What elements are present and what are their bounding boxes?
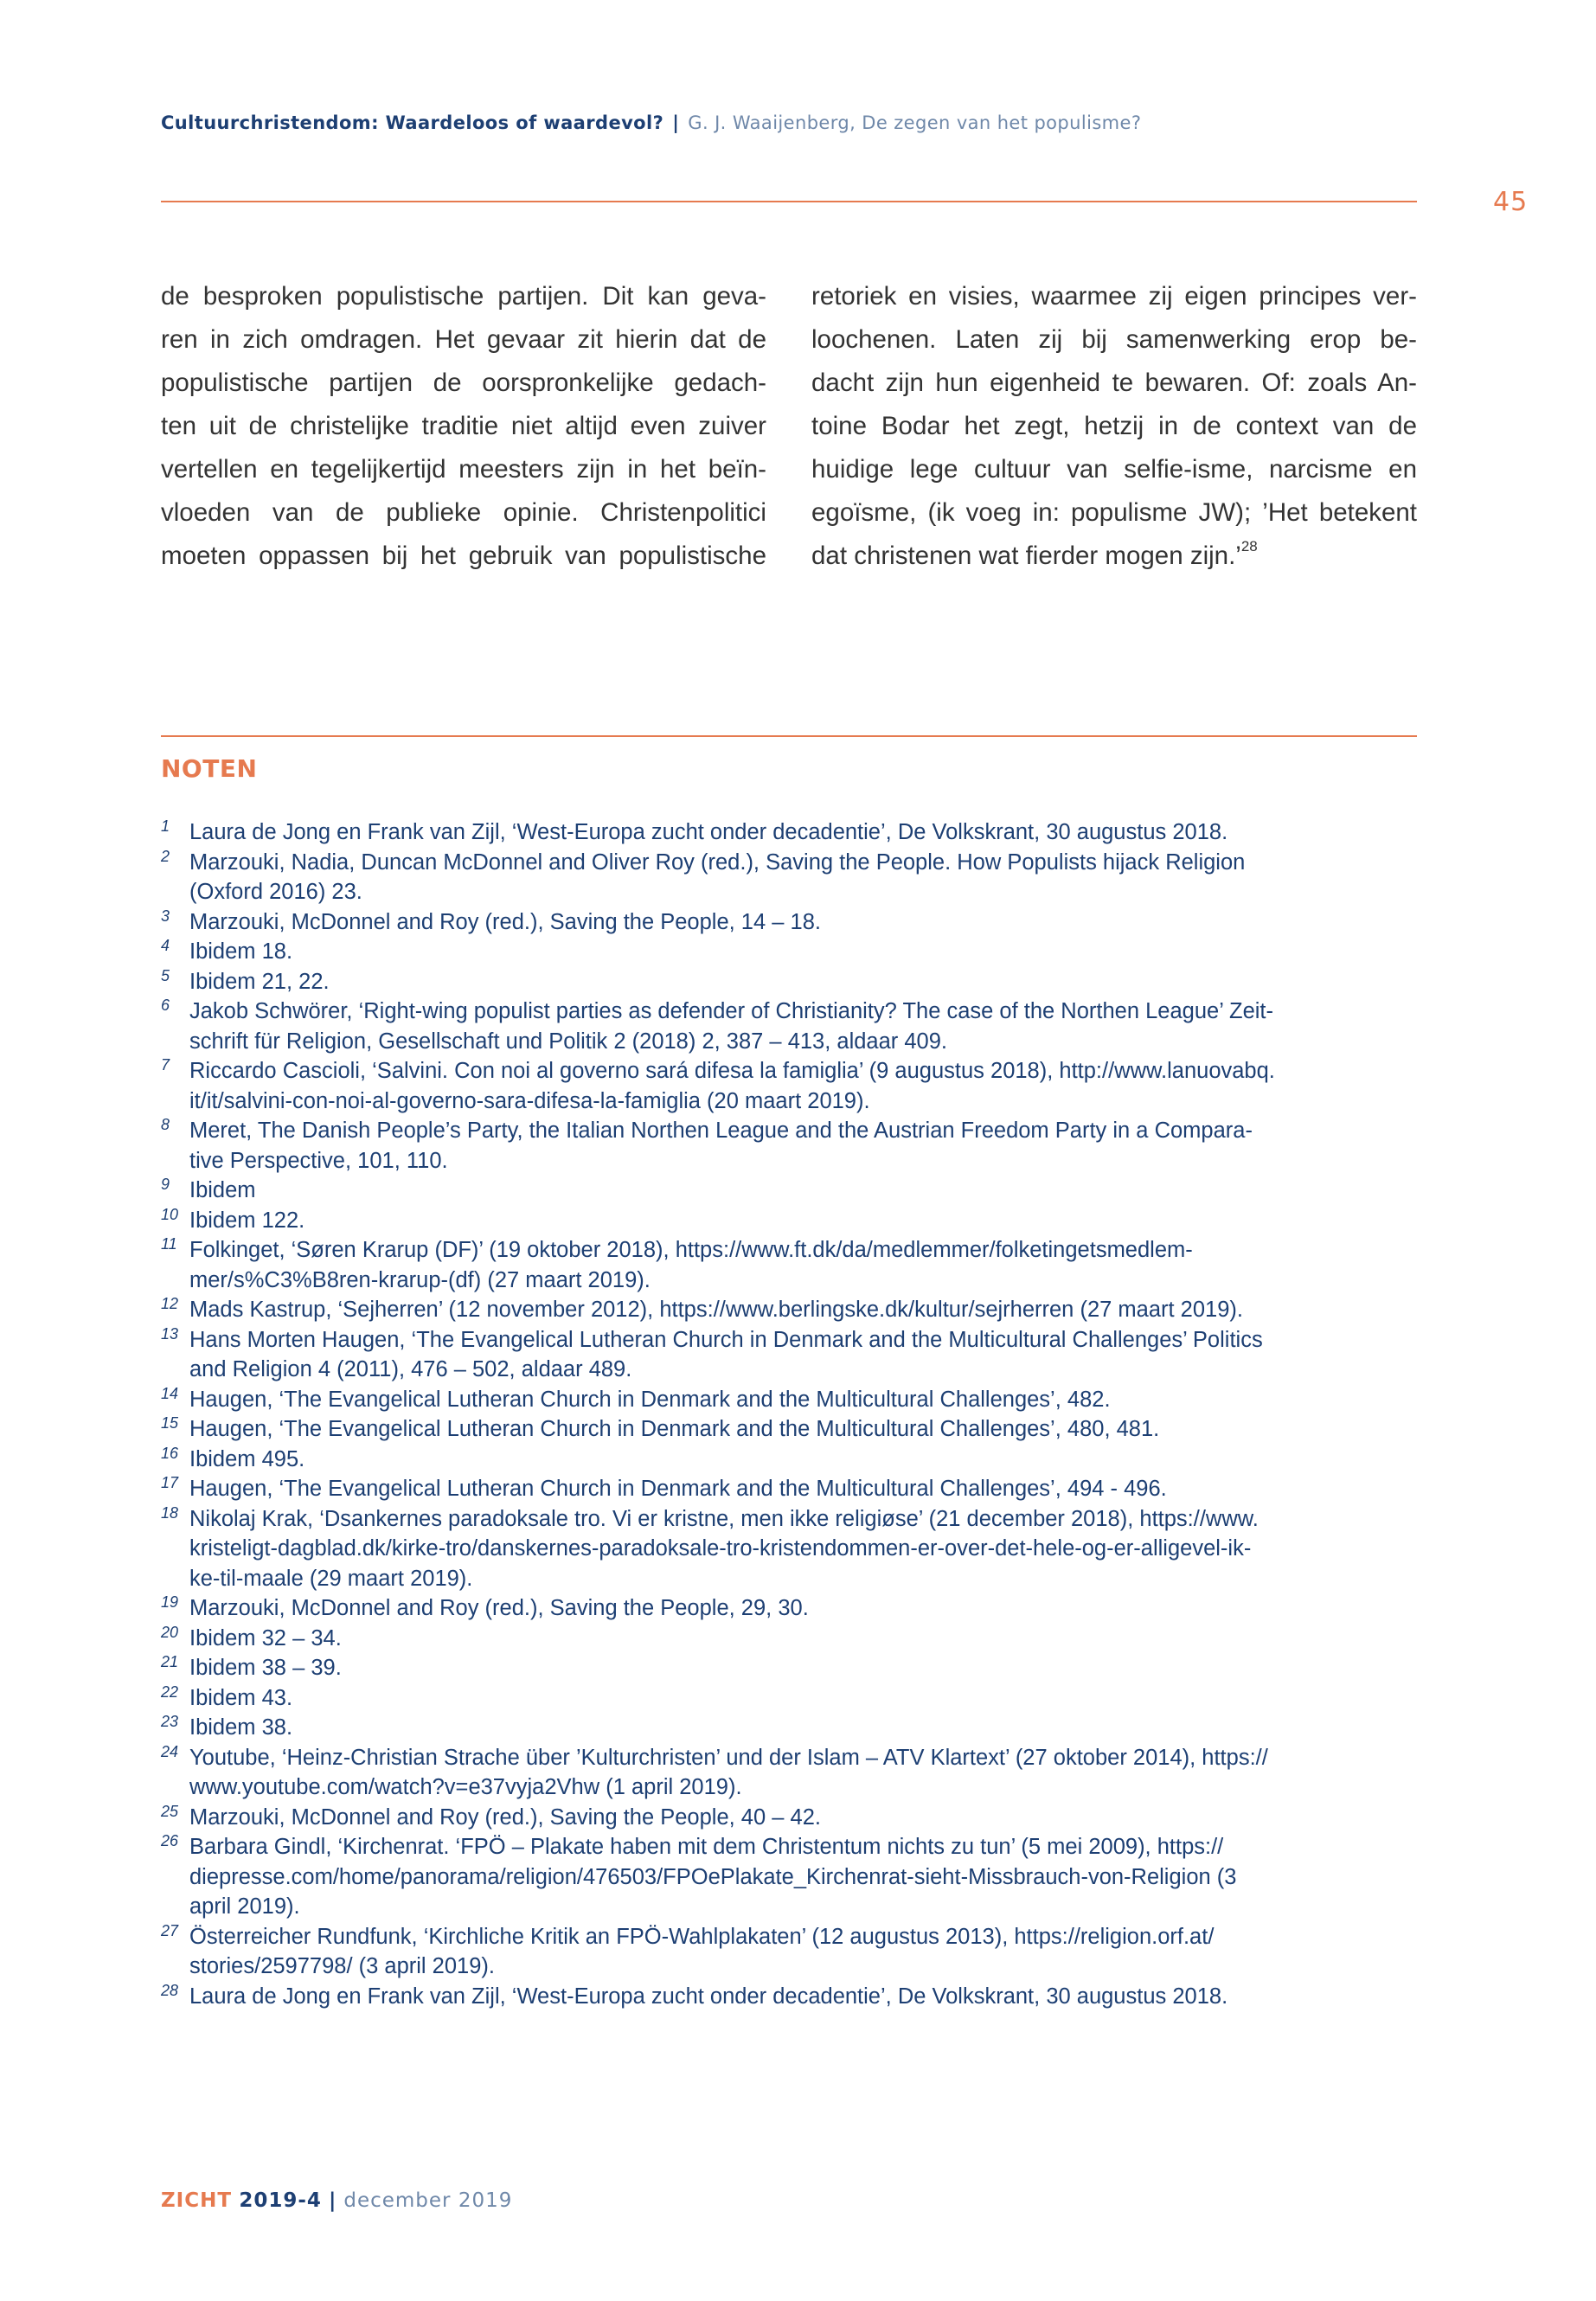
footnote [161,1116,1417,1176]
footnote [161,1982,1417,2012]
footnote [161,1445,1417,1475]
footnote-number: 17 [161,1474,179,1491]
body-line: populistische partijen de oorspronkelijke gedach- [161,369,766,397]
footnote [161,1325,1417,1385]
footnote-line: Haugen, ‘The Evangelical Lutheran Church in Denmark and the Multicultural Challenges’, 482. [189,1387,1111,1412]
footnote-line: schrift für Religion, Gesellschaft und Politik 2 (2018) 2, 387 – 413, aldaar 409. [189,1029,948,1054]
footer-separator: | [328,2189,337,2212]
footnote-number: 15 [161,1414,179,1432]
footnote-line: Riccardo Cascioli, ‘Salvini. Con noi al governo sará difesa la famiglia’ (9 augustus 2018), http://www.lanuovabq. [189,1059,1275,1083]
footnote-number: 25 [161,1802,179,1820]
body-line: egoïsme, (ik voeg in: populisme JW); ’Het betekent [811,498,1417,527]
footnote-line: Nikolaj Krak, ‘Dsankernes paradoksale tro. Vi er kristne, men ikke religiøse’ (21 december 2018), https://www. [189,1506,1259,1531]
footnote-number: 22 [161,1682,179,1701]
footnote [161,1414,1417,1445]
footnote-line: Ibidem 43. [189,1685,293,1710]
footnote-line: www.youtube.com/watch?v=e37vyja2Vhw (1 april 2019). [189,1775,742,1799]
footnote-line: april 2019). [189,1894,300,1919]
page-number: 45 [1493,187,1529,217]
footnote-number: 14 [161,1384,179,1402]
footnote [161,1295,1417,1325]
footnote [161,1176,1417,1206]
footnote [161,1474,1417,1504]
footnote [161,997,1417,1056]
footnote-number: 5 [161,966,170,984]
footnote [161,817,1417,848]
notes-rule [161,735,1417,737]
footnote-number: 20 [161,1623,179,1641]
footnote-line: Laura de Jong en Frank van Zijl, ‘West-Europa zucht onder decadentie’, De Volkskrant, 30 augustus 2018. [189,820,1228,844]
body-line: loochenen. Laten zij bij samenwerking erop be- [811,325,1417,354]
footnote-line: and Religion 4 (2011), 476 – 502, aldaar 489. [189,1357,632,1381]
footnote-line: Haugen, ‘The Evangelical Lutheran Church in Denmark and the Multicultural Challenges’, 480, 481. [189,1417,1160,1441]
footnote-line: Österreicher Rundfunk, ‘Kirchliche Kritik an FPÖ-Wahlplakaten’ (12 augustus 2013), https://religion.orf.at/ [189,1924,1215,1949]
footnote-number: 1 [161,817,170,835]
footnote-number: 6 [161,997,170,1014]
footnote-line: Haugen, ‘The Evangelical Lutheran Church in Denmark and the Multicultural Challenges’, 494 - 496. [189,1477,1167,1501]
footnote [161,1922,1417,1982]
footnote [161,1504,1417,1594]
body-line: toine Bodar het zegt, hetzij in de context van de [811,412,1417,440]
footnote-ref: 28 [1240,538,1258,554]
footnote-line: mer/s%C3%B8ren-krarup-(df) (27 maart 2019). [189,1267,651,1292]
running-header [161,112,1141,133]
footnote-line: Marzouki, McDonnel and Roy (red.), Saving the People, 14 – 18. [189,909,821,934]
footnote-line: Youtube, ‘Heinz-Christian Strache über ’Kulturchristen’ und der Islam – ATV Klartext’ (27 oktober 2014), https:// [189,1745,1268,1770]
footnote-number: 27 [161,1921,179,1939]
footer [161,2189,512,2212]
footnote [161,967,1417,997]
footnote-number: 23 [161,1713,179,1730]
footnote-line: Ibidem 38 – 39. [189,1656,342,1680]
footnote-number: 8 [161,1116,170,1133]
footer-magazine: ZICHT [161,2189,233,2212]
footnote-number: 2 [161,847,170,865]
footnote-line: Ibidem 38. [189,1715,293,1740]
footnote-line: Hans Morten Haugen, ‘The Evangelical Lutheran Church in Denmark and the Multicultural Challenges’ Politics [189,1327,1263,1352]
footnote-number: 21 [161,1653,179,1670]
footnote-line: Ibidem [189,1178,256,1202]
footnote-number: 4 [161,937,170,954]
footnote-number: 7 [161,1056,170,1074]
footnote [161,1653,1417,1683]
header-subtitle: G. J. Waaijenberg, De zegen van het populisme? [688,112,1142,133]
footnote-line: ke-til-maale (29 maart 2019). [189,1566,473,1591]
header-separator: | [672,112,680,133]
footnote [161,1593,1417,1624]
footnote-number: 9 [161,1176,170,1193]
footnote-line: Laura de Jong en Frank van Zijl, ‘West-Europa zucht onder decadentie’, De Volkskrant, 30 augustus 2018. [189,1984,1228,2009]
footnote [161,1235,1417,1295]
body-line: ren in zich omdragen. Het gevaar zit hierin dat de [161,325,766,354]
body-line: de besproken populistische partijen. Dit kan geva- [161,282,766,311]
header-title: Cultuurchristendom: Waardeloos of waardevol? [161,112,664,133]
body-line: ten uit de christelijke traditie niet altijd even zuiver [161,412,766,440]
footnote-number: 19 [161,1593,179,1611]
footnote [161,1713,1417,1743]
footnote-number: 11 [161,1235,177,1253]
footnote [161,907,1417,938]
footnote [161,1385,1417,1415]
footnote [161,848,1417,907]
header-rule [161,201,1417,202]
footnote-line: Ibidem 32 – 34. [189,1625,342,1650]
footnote-number: 18 [161,1503,179,1522]
footnote-number: 13 [161,1324,179,1343]
footnote-line: diepresse.com/home/panorama/religion/476503/FPOePlakate_Kirchenrat-sieht-Missbrauch-von-Religion (3 [189,1864,1237,1889]
footnote-number: 26 [161,1832,179,1849]
footnote-line: Jakob Schwörer, ‘Right-wing populist parties as defender of Christianity? The case of the Northen League’ Zeit- [189,999,1274,1023]
body-line: retoriek en visies, waarmee zij eigen principes ver- [811,282,1417,311]
footnote-line: Ibidem 21, 22. [189,969,330,994]
body-column-right [811,275,1417,578]
footnote [161,1803,1417,1833]
footnote-line: Meret, The Danish People’s Party, the Italian Northen League and the Austrian Freedom Party in a Compara- [189,1118,1253,1143]
footnote-line: tive Perspective, 101, 110. [189,1148,448,1173]
footnote-line: Ibidem 495. [189,1446,305,1471]
footnote-line: kristeligt-dagblad.dk/kirke-tro/danskernes-paradoksale-tro-kristendommen-er-over-det-hele-og-er-alligevel-ik- [189,1536,1252,1561]
footnote-number: 16 [161,1444,179,1462]
body-line-last [811,535,1417,578]
footnote-line: Mads Kastrup, ‘Sejherren’ (12 november 2012), https://www.berlingske.dk/kultur/sejrherren (27 maart 2019). [189,1298,1243,1322]
footnote-line: it/it/salvini-con-noi-al-governo-sara-difesa-la-famiglia (20 maart 2019). [189,1088,870,1113]
body-line: huidige lege cultuur van selfie-isme, narcisme en [811,455,1417,484]
footnote-number: 28 [161,1981,179,1999]
footnote-line: Marzouki, McDonnel and Roy (red.), Saving the People, 29, 30. [189,1596,809,1620]
footnote-number: 12 [161,1295,179,1312]
body-line: vertellen en tegelijkertijd meesters zijn in het beïn- [161,455,766,484]
footnote [161,1832,1417,1922]
notes-list [161,817,1417,2011]
footnote-number: 24 [161,1742,179,1760]
footnote-line: Ibidem 18. [189,939,293,964]
footer-date: december 2019 [343,2189,513,2212]
body-line: moeten oppassen bij het gebruik van populistische [161,542,766,570]
footnote [161,1056,1417,1116]
notes-heading: NOTEN [161,754,258,783]
body-column-left [161,275,766,578]
footnote-line: stories/2597798/ (3 april 2019). [189,1954,495,1978]
footnote-line: Marzouki, Nadia, Duncan McDonnel and Oliver Roy (red.), Saving the People. How Populists hijack Religion [189,849,1246,875]
footnote [161,1206,1417,1236]
footnote [161,1683,1417,1714]
footnote [161,1743,1417,1803]
footnote-number: 3 [161,907,170,925]
body-last-text: dat christenen wat fierder mogen zijn.’ [811,542,1241,570]
footnote-line: Folkinget, ‘Søren Krarup (DF)’ (19 oktober 2018), https://www.ft.dk/da/medlemmer/folketingetsmedlem- [189,1238,1193,1262]
footer-issue: 2019-4 [239,2189,322,2212]
footnote [161,1624,1417,1654]
footnote-line: Barbara Gindl, ‘Kirchenrat. ‘FPÖ – Plakate haben mit dem Christentum nichts zu tun’ (5 mei 2009), https:// [189,1835,1224,1859]
footnote [161,937,1417,967]
footnote-line: (Oxford 2016) 23. [189,880,362,904]
footnote-number: 10 [161,1205,179,1223]
footnote-line: Ibidem 122. [189,1208,305,1233]
body-line: dacht zijn hun eigenheid te bewaren. Of: zoals An- [811,369,1417,397]
body-line: vloeden van de publieke opinie. Christenpolitici [161,498,766,527]
footnote-line: Marzouki, McDonnel and Roy (red.), Saving the People, 40 – 42. [189,1804,821,1830]
